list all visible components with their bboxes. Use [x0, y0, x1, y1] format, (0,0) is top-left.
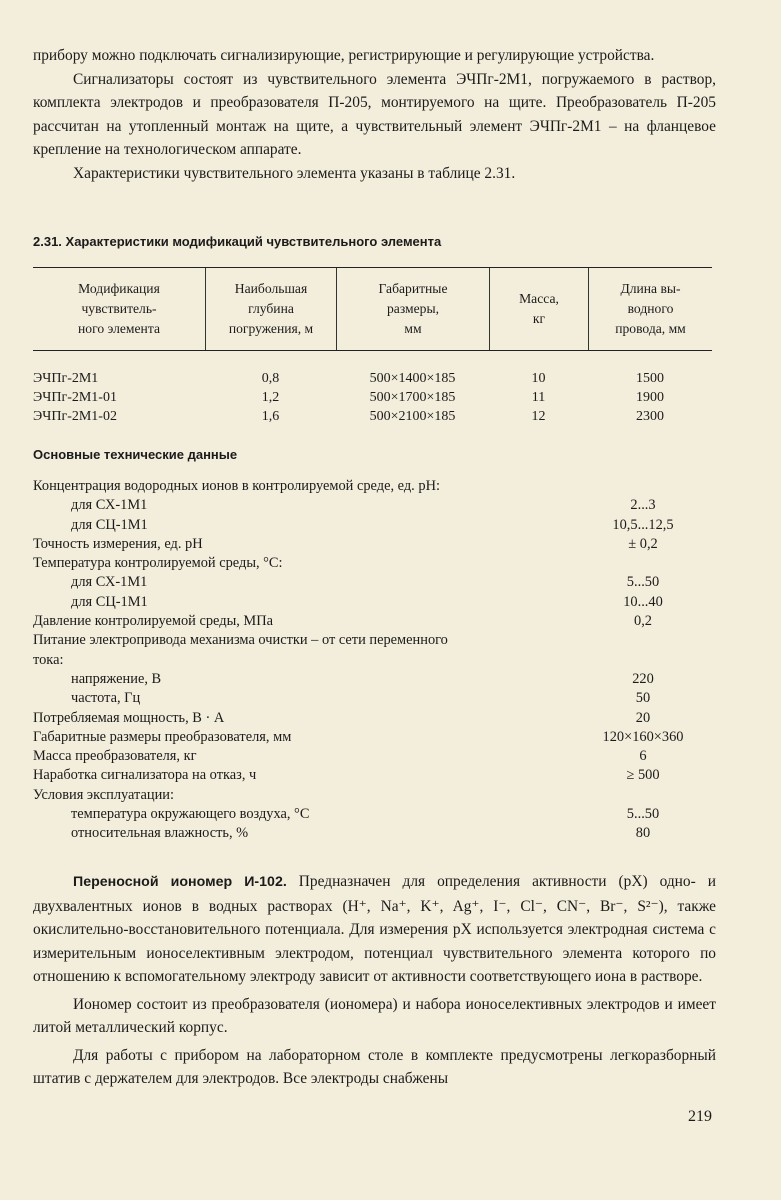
specs-title: Основные технические данные: [33, 447, 238, 462]
spec-row: [33, 651, 716, 670]
ionomer-lead: Переносной иономер И-102.: [73, 874, 287, 890]
intro-paragraph-1: прибору можно подключать сигнализирующие, регистрирующие и регулирующие устройства.: [33, 47, 655, 64]
spec-label: относительная влажность, %: [71, 825, 249, 842]
spec-label: Питание электропривода механизма очистки – от сети переменного: [33, 632, 448, 649]
cell-wire-length: 1500: [636, 371, 664, 386]
spec-value: 5...50: [626, 574, 660, 591]
spec-row: [33, 805, 716, 824]
spec-label: Габаритные размеры преобразователя, мм: [33, 728, 292, 745]
intro-paragraph-2: Сигнализаторы состоят из чувствительного элемента ЭЧПг-2М1, погружаемого в раствор, комплекта электродов и преобразователя П-205, монтируемого на щите. Преобразователь П-205 рассчитан на утопленный монтаж на щите, а чувствительный элемент ЭЧПг-2М1 – на фланцевое крепление на технологическом аппарате.: [33, 70, 716, 158]
table-row: [33, 407, 712, 426]
cell-dimensions: 500×2100×185: [369, 409, 456, 424]
spec-label: Наработка сигнализатора на отказ, ч: [33, 767, 257, 784]
spec-row: [33, 535, 716, 554]
table-header: [33, 268, 712, 351]
spec-row: [33, 728, 716, 747]
spec-value: 5...50: [626, 806, 660, 823]
table-row: [33, 388, 712, 407]
ionomer-section: [33, 870, 716, 1091]
spec-row: [33, 496, 716, 515]
cell-dimensions: 500×1400×185: [369, 371, 456, 386]
page-number: 219: [688, 1108, 712, 1125]
spec-row: [33, 573, 716, 592]
characteristics-table: [33, 267, 712, 426]
cell-wire-length: 2300: [636, 409, 664, 424]
spec-value: 50: [635, 690, 651, 707]
cell-mass: 11: [531, 390, 546, 405]
ionomer-paragraph-1: [33, 870, 716, 989]
intro-paragraph-3: Характеристики чувствительного элемента указаны в таблице 2.31.: [73, 164, 516, 182]
spec-row: [33, 747, 716, 766]
spec-value: 80: [635, 825, 651, 842]
spec-label: для СЦ-1М1: [71, 593, 148, 610]
spec-row: [33, 554, 716, 573]
ionomer-paragraph-3: Для работы с прибором на лабораторном столе в комплекте предусмотрены легкоразборный штатив с держателем для электродов. Все электроды снабжены: [33, 1046, 716, 1087]
cell-modification: ЭЧПг-2М1: [33, 371, 99, 386]
table-body: [33, 351, 712, 426]
header-mass: Масса, кг: [489, 268, 588, 350]
cell-wire-length: 1900: [636, 390, 664, 405]
table-title: 2.31. Характеристики модификаций чувствительного элемента: [33, 234, 442, 249]
spec-row: [33, 786, 716, 805]
spec-value: 10...40: [623, 593, 663, 610]
spec-label: для СХ-1М1: [71, 497, 148, 514]
ionomer-description: Предназначен для определения активности (pX) одно- и двухвалентных ионов в водных растворах (H⁺, Na⁺, K⁺, Ag⁺, I⁻, Cl⁻, CN⁻, Br⁻, S²⁻), также окислительно-восстановительного потенциала. Для измерения pX используется электродная система с измерительным ионоселективным электродом, потенциал чувствительного элемента которого по отношению к вспомогательному электроду зависит от активности соответствующего иона в растворе.: [33, 873, 716, 985]
spec-value: 20: [635, 709, 651, 726]
spec-value: ≥ 500: [626, 767, 660, 784]
spec-label: для СХ-1М1: [71, 574, 148, 591]
spec-label: напряжение, В: [71, 670, 162, 687]
cell-mass: 12: [531, 409, 546, 424]
spec-value: 6: [639, 748, 647, 765]
table-row: [33, 369, 712, 388]
spec-row: [33, 477, 716, 496]
spec-row: [33, 612, 716, 631]
spec-row: [33, 766, 716, 785]
cell-depth: 1,6: [261, 409, 280, 424]
specs-list: [33, 477, 716, 844]
spec-label: Температура контролируемой среды, °С:: [33, 555, 283, 572]
spec-label: частота, Гц: [71, 690, 141, 707]
header-wire-length: Длина вы- водного провода, мм: [588, 268, 712, 350]
spec-value: 120×160×360: [602, 728, 684, 745]
spec-row: [33, 670, 716, 689]
spec-value: 2...3: [630, 497, 656, 514]
spec-label: Точность измерения, ед. pH: [33, 535, 203, 552]
spec-row: [33, 631, 716, 650]
cell-dimensions: 500×1700×185: [369, 390, 456, 405]
header-modification: Модификация чувствитель- ного элемента: [78, 281, 160, 336]
spec-label: Масса преобразователя, кг: [33, 748, 197, 765]
cell-modification: ЭЧПг-2М1-01: [33, 390, 117, 405]
header-depth: Наибольшая глубина погружения, м: [205, 268, 336, 350]
cell-depth: 1,2: [261, 390, 280, 405]
spec-label: Условия эксплуатации:: [33, 786, 174, 803]
spec-row: [33, 689, 716, 708]
spec-row: [33, 516, 716, 535]
spec-row: [33, 709, 716, 728]
spec-label: Давление контролируемой среды, МПа: [33, 613, 274, 630]
cell-modification: ЭЧПг-2М1-02: [33, 409, 117, 424]
page-content: [33, 44, 716, 1087]
spec-value: ± 0,2: [628, 535, 658, 552]
spec-label: температура окружающего воздуха, °С: [71, 806, 310, 823]
spec-row: [33, 824, 716, 843]
spec-label: тока:: [33, 651, 64, 668]
cell-mass: 10: [531, 371, 546, 386]
spec-label: Концентрация водородных ионов в контролируемой среде, ед. pH:: [33, 478, 440, 494]
spec-value: 220: [632, 670, 654, 687]
spec-value: 10,5...12,5: [612, 516, 674, 533]
spec-label: для СЦ-1М1: [71, 516, 148, 533]
spec-label: Потребляемая мощность, В · А: [33, 709, 225, 726]
cell-depth: 0,8: [261, 371, 280, 386]
ionomer-paragraph-2: Иономер состоит из преобразователя (иономера) и набора ионоселективных электродов и имеет литой металлический корпус.: [33, 995, 716, 1036]
header-dimensions: Габаритные размеры, мм: [336, 268, 489, 350]
spec-row: [33, 593, 716, 612]
spec-value: 0,2: [634, 613, 652, 630]
